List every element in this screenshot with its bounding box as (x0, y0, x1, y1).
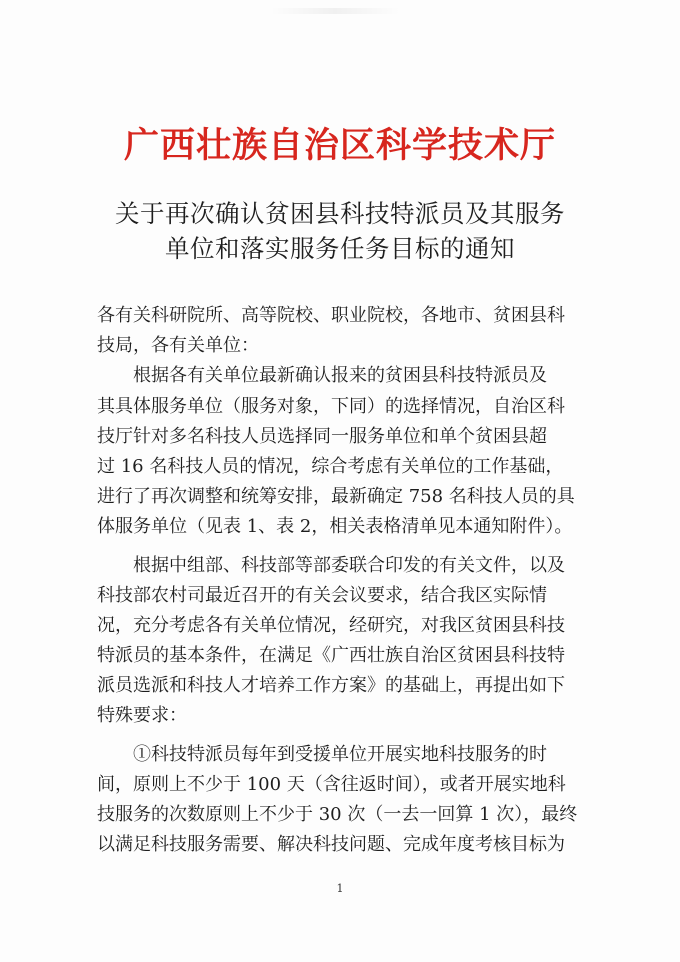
text-line: 其具体服务单位（服务对象，下同）的选择情况，自治区科 (97, 395, 565, 417)
paragraph-gap (97, 732, 597, 740)
text-line: 间，原则上不少于 100 天（含往返时间），或者开展实地科 (97, 773, 566, 795)
text-line: ①科技特派员每年到受援单位开展实地科技服务的时 (97, 743, 547, 765)
issuer-title: 广西壮族自治区科学技术厅 (123, 125, 556, 166)
page-number: 1 (336, 882, 344, 895)
text-line: 科技部农村司最近召开的有关会议要求，结合我区实际情 (97, 584, 547, 606)
notice-title (0, 196, 680, 266)
paragraph-2 (97, 551, 597, 732)
notice-title-line: 单位和落实服务任务目标的通知 (165, 234, 515, 263)
text-line: 派员选派和科技人才培养工作方案》的基础上，再提出如下 (97, 675, 565, 697)
paragraph-gap (97, 543, 597, 551)
text-line: 以满足科技服务需要、解决科技问题、完成年度考核目标为 (97, 834, 565, 856)
text-line: 况，充分考虑各有关单位情况，经研究，对我区贫困县科技 (97, 614, 565, 636)
text-line: 特派员的基本条件，在满足《广西壮族自治区贫困县科技特 (97, 645, 565, 667)
scan-artifact (270, 8, 400, 14)
text-line: 特殊要求： (97, 705, 187, 727)
text-line: 进行了再次调整和统筹安排，最新确定 758 名科技人员的具 (97, 486, 575, 508)
text-line: 根据中组部、科技部等部委联合印发的有关文件，以及 (97, 554, 565, 576)
text-line: 技局，各有关单位： (97, 335, 259, 357)
notice-title-line: 关于再次确认贫困县科技特派员及其服务 (115, 199, 565, 228)
text-line: 各有关科研院所、高等院校、职业院校，各地市、贫困县科 (97, 305, 565, 326)
paragraph-1 (97, 361, 597, 542)
paragraph-salutation (97, 301, 597, 361)
text-line: 过 16 名科技人员的情况，综合考虑有关单位的工作基础， (97, 455, 564, 477)
paragraph-3 (97, 740, 597, 861)
text-line: 根据各有关单位最新确认报来的贫困县科技特派员及 (97, 365, 547, 387)
text-line: 技服务的次数原则上不少于 30 次（一去一回算 1 次），最终 (97, 804, 578, 825)
text-line: 体服务单位（见表 1、表 2，相关表格清单见本通知附件）。 (97, 516, 573, 538)
text-line: 技厅针对多名科技人员选择同一服务单位和单个贫困县超 (97, 425, 547, 447)
notice-body (97, 301, 597, 860)
